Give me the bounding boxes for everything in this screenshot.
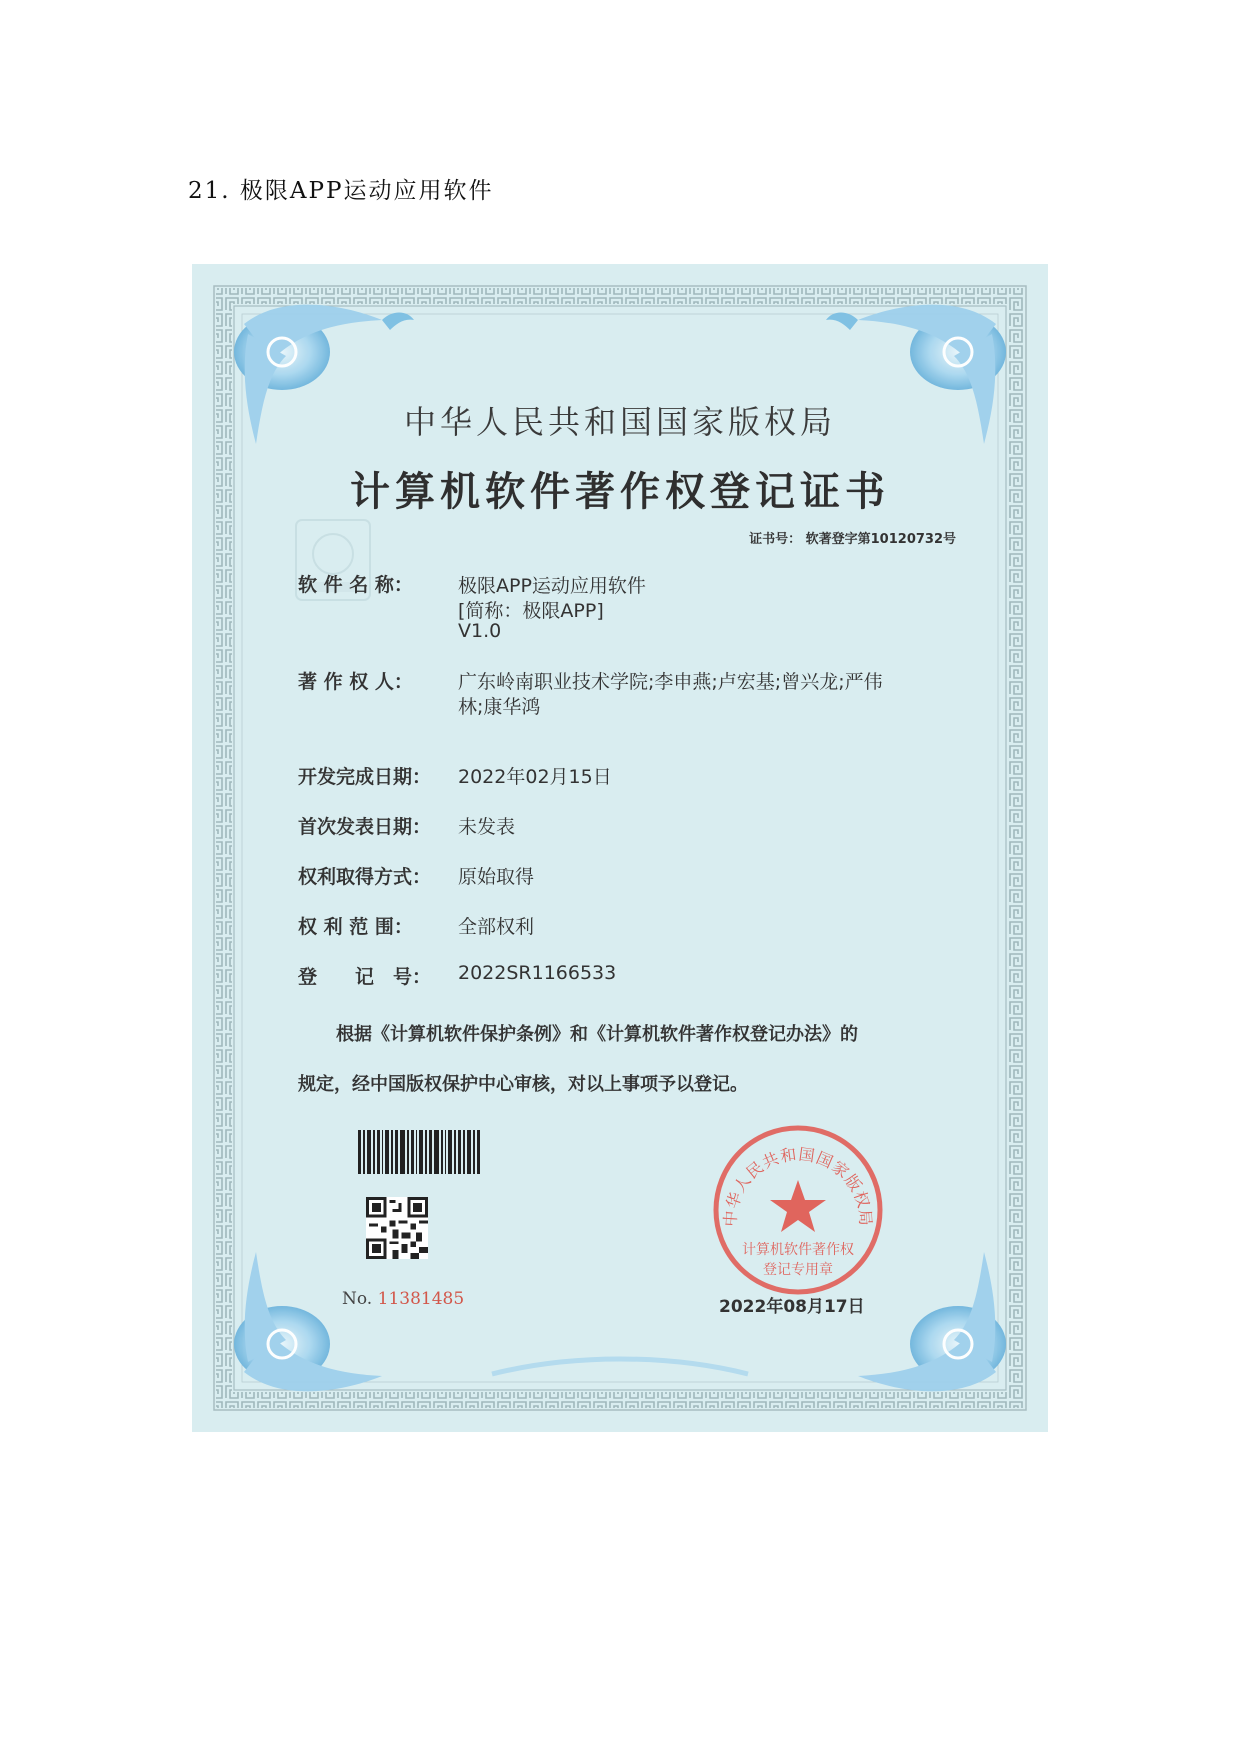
serial-number xyxy=(342,1289,464,1309)
dev-date-label: 开发完成日期： xyxy=(298,766,432,788)
pub-date-label: 首次发表日期： xyxy=(298,816,432,838)
seal-inner-line2: 登记专用章 xyxy=(763,1262,833,1278)
pub-date-value: 未发表 xyxy=(458,816,516,838)
legal-basis-line1: 根据《计算机软件保护条例》和《计算机软件著作权登记办法》的 xyxy=(336,1024,858,1045)
issue-date: 2022年08月17日 xyxy=(719,1297,865,1317)
dev-date-value: 2022年02月15日 xyxy=(458,766,612,788)
owner-label: 著 作 权 人： xyxy=(298,671,413,693)
software-short-name: [简称：极限APP] xyxy=(458,600,604,622)
serial-prefix: No. xyxy=(342,1289,373,1309)
certificate-number: 证书号： 软著登字第10120732号 xyxy=(749,532,956,547)
rights-method-label: 权利取得方式： xyxy=(298,866,432,888)
software-name-value: 极限APP运动应用软件 xyxy=(458,575,646,597)
official-seal xyxy=(710,1122,886,1298)
seal-ring-text: 中华人民共和国国家版权局 xyxy=(720,1144,876,1228)
software-name-label: 软 件 名 称： xyxy=(298,574,413,596)
issuer-name: 中华人民共和国国家版权局 xyxy=(403,403,836,441)
qr-code-image xyxy=(366,1197,428,1259)
page-heading: 21. 极限APP运动应用软件 xyxy=(188,178,494,204)
rights-method-value: 原始取得 xyxy=(458,866,535,888)
certificate-title: 计算机软件著作权登记证书 xyxy=(350,469,890,515)
seal-inner-line1: 计算机软件著作权 xyxy=(742,1242,854,1258)
certificate xyxy=(192,264,1048,1432)
barcode-image xyxy=(358,1130,482,1174)
rights-scope-value: 全部权利 xyxy=(458,916,535,938)
owner-value-line1: 广东岭南职业技术学院;李申燕;卢宏基;曾兴龙;严伟 xyxy=(458,671,883,693)
owner-value-line2: 林;康华鸿 xyxy=(458,696,541,718)
serial-number-value: 11381485 xyxy=(377,1289,465,1309)
reg-no-value: 2022SR1166533 xyxy=(458,962,617,984)
legal-basis-line2: 规定，经中国版权保护中心审核，对以上事项予以登记。 xyxy=(298,1074,748,1095)
reg-no-label: 登 记 号： xyxy=(298,966,432,988)
rights-scope-label: 权 利 范 围： xyxy=(298,916,413,938)
seal-star-icon xyxy=(770,1180,826,1232)
software-version: V1.0 xyxy=(458,620,502,642)
